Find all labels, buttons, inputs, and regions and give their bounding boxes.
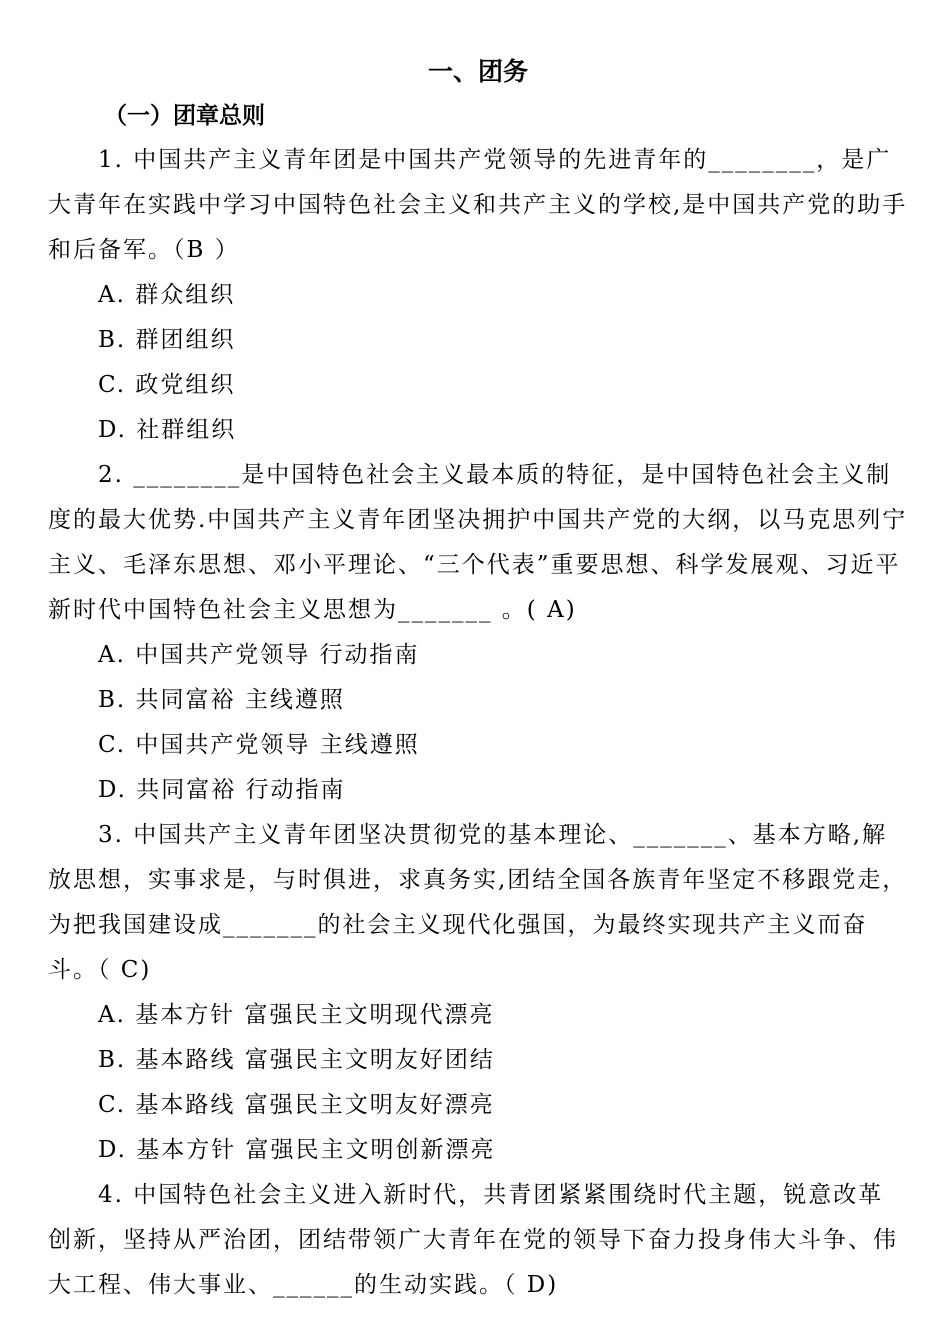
question-text: 3. 中国共产主义青年团坚决贯彻党的基本理论、_______、基本方略,解放思想，实事求是，与时俱进，求真务实,团结全国各族青年坚定不移跟党走，为把我国建设成_______的社会主义现代化强国，为最终实现共产主义而奋斗。（ C)	[48, 822, 908, 983]
section-title: 一、团务	[427, 57, 528, 86]
question-4	[48, 1173, 908, 1308]
option-c: C. 政党组织	[98, 372, 236, 398]
option-a: A. 群众组织	[98, 282, 236, 308]
question-1	[48, 138, 908, 453]
option-a: A. 中国共产党领导 行动指南	[98, 642, 420, 668]
option-d: D. 社群组织	[98, 417, 237, 443]
option-b: B. 群团组织	[98, 327, 236, 353]
subsection-title: （一）团章总则	[104, 103, 265, 129]
option-d: D. 共同富裕 行动指南	[98, 777, 346, 803]
option-b: B. 基本路线 富强民主文明友好团结	[98, 1047, 495, 1073]
question-text: 2. ________是中国特色社会主义最本质的特征，是中国特色社会主义制度的最大优势.中国共产主义青年团坚决拥护中国共产党的大纲，以马克思列宁主义、毛泽东思想、邓小平理论、“三个代表”重要思想、科学发展观、习近平新时代中国特色社会主义思想为_______ 。( A)	[48, 462, 908, 623]
document-page	[48, 54, 908, 1308]
option-c: C. 中国共产党领导 主线遵照	[98, 732, 420, 758]
option-d: D. 基本方针 富强民主文明创新漂亮	[98, 1137, 496, 1163]
option-b: B. 共同富裕 主线遵照	[98, 687, 345, 713]
option-a: A. 基本方针 富强民主文明现代漂亮	[98, 1002, 495, 1028]
question-text: 4. 中国特色社会主义进入新时代，共青团紧紧围绕时代主题，锐意改革创新，坚持从严治团，团结带领广大青年在党的领导下奋力投身伟大斗争、伟大工程、伟大事业、______的生动实践。（ D)	[48, 1182, 898, 1298]
option-c: C. 基本路线 富强民主文明友好漂亮	[98, 1092, 495, 1118]
question-3	[48, 813, 908, 1173]
question-2	[48, 453, 908, 813]
question-text: 1. 中国共产主义青年团是中国共产党领导的先进青年的________，是广大青年在实践中学习中国特色社会主义和共产主义的学校,是中国共产党的助手和后备军。（B ）	[48, 147, 908, 263]
